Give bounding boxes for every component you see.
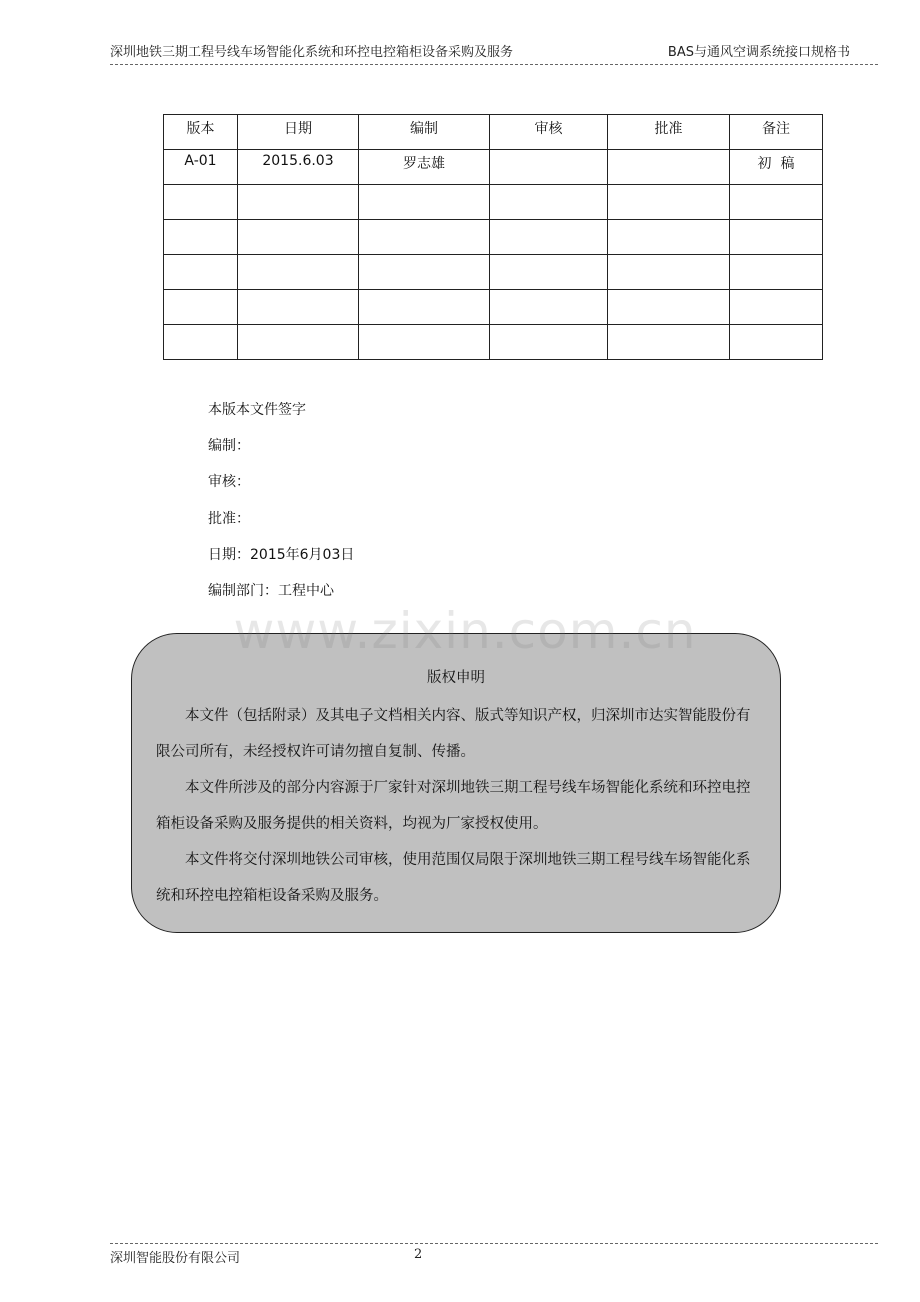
signature-department: 编制部门：工程中心 — [208, 582, 334, 599]
signature-title: 本版本文件签字 — [208, 402, 306, 418]
column-header-approver: 批准 — [608, 115, 730, 150]
table-row — [164, 220, 823, 255]
table-row — [164, 290, 823, 325]
copyright-notice — [131, 633, 781, 933]
cell-date — [238, 255, 359, 290]
column-header-version: 版本 — [164, 115, 238, 150]
copyright-paragraph: 本文件将交付深圳地铁公司审核，使用范围仅局限于深圳地铁三期工程号线车场智能化系统和环控电控箱柜设备采购及服务。 — [156, 852, 751, 904]
cell-compiler — [359, 255, 490, 290]
revision-table — [163, 114, 823, 360]
cell-version — [164, 290, 238, 325]
cell-reviewer — [490, 325, 608, 360]
cell-date: 2015.6.03 — [238, 150, 359, 185]
cell-remark — [730, 290, 823, 325]
signature-compile: 编制： — [208, 438, 250, 455]
page-header — [110, 42, 878, 65]
copyright-paragraph: 本文件（包括附录）及其电子文档相关内容、版式等知识产权，归深圳市达实智能股份有限公司所有，未经授权许可请勿擅自复制、传播。 — [156, 708, 751, 760]
footer-company: 深圳智能股份有限公司 — [110, 1251, 241, 1266]
cell-approver — [608, 220, 730, 255]
signature-block — [208, 396, 354, 613]
cell-version — [164, 220, 238, 255]
cell-compiler — [359, 325, 490, 360]
cell-approver — [608, 150, 730, 185]
column-header-compiler: 编制 — [359, 115, 490, 150]
cell-date — [238, 325, 359, 360]
cell-remark — [730, 220, 823, 255]
cell-version — [164, 325, 238, 360]
cell-reviewer — [490, 255, 608, 290]
column-header-reviewer: 审核 — [490, 115, 608, 150]
cell-remark — [730, 255, 823, 290]
cell-date — [238, 290, 359, 325]
cell-remark: 初 稿 — [730, 150, 823, 185]
signature-approve: 批准： — [208, 510, 250, 527]
cell-compiler — [359, 220, 490, 255]
cell-approver — [608, 325, 730, 360]
cell-compiler — [359, 185, 490, 220]
table-row — [164, 325, 823, 360]
watermark: www.zixin.com.cn — [233, 602, 697, 660]
cell-date — [238, 185, 359, 220]
table-row — [164, 150, 823, 185]
column-header-date: 日期 — [238, 115, 359, 150]
cell-reviewer — [490, 290, 608, 325]
cell-approver — [608, 185, 730, 220]
table-row — [164, 255, 823, 290]
cell-reviewer — [490, 220, 608, 255]
cell-remark — [730, 325, 823, 360]
signature-review: 审核： — [208, 474, 250, 491]
cell-remark — [730, 185, 823, 220]
column-header-remark: 备注 — [730, 115, 823, 150]
header-project-title: 深圳地铁三期工程号线车场智能化系统和环控电控箱柜设备采购及服务 — [110, 45, 514, 60]
signature-date: 日期：2015年6月03日 — [208, 546, 355, 563]
cell-reviewer — [490, 185, 608, 220]
cell-version — [164, 185, 238, 220]
cell-approver — [608, 255, 730, 290]
cell-version — [164, 255, 238, 290]
header-document-title: BAS与通风空调系统接口规格书 — [667, 45, 850, 60]
copyright-paragraph: 本文件所涉及的部分内容源于厂家针对深圳地铁三期工程号线车场智能化系统和环控电控箱柜设备采购及服务提供的相关资料，均视为厂家授权使用。 — [156, 780, 751, 832]
revision-table-header — [164, 115, 823, 150]
cell-version: A-01 — [164, 150, 238, 185]
cell-compiler: 罗志雄 — [359, 150, 490, 185]
cell-approver — [608, 290, 730, 325]
copyright-title: 版权申明 — [427, 670, 485, 686]
table-row — [164, 185, 823, 220]
page-footer — [110, 1243, 878, 1266]
page-number: 2 — [414, 1247, 423, 1262]
cell-compiler — [359, 290, 490, 325]
cell-reviewer — [490, 150, 608, 185]
cell-date — [238, 220, 359, 255]
